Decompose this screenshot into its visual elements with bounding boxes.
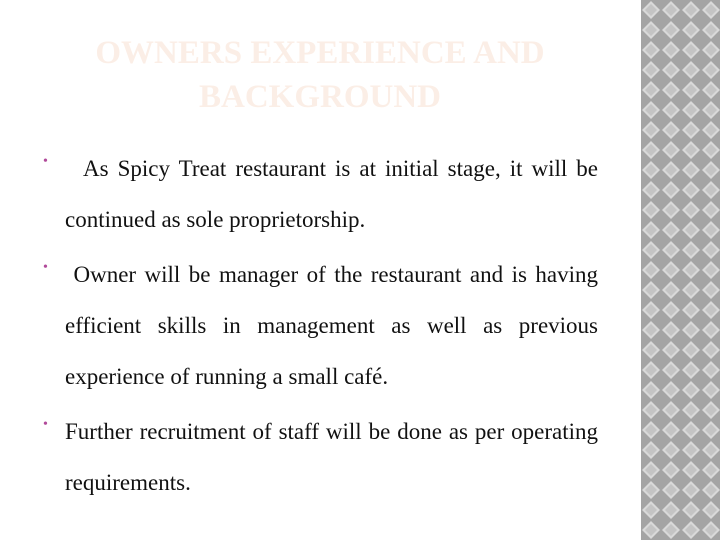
bullet-list [40,143,610,512]
decorative-side-panel [641,0,720,540]
bullet-item [40,249,610,402]
bullet-item [40,143,604,245]
diamond-pattern-graphic [641,0,720,540]
bullet-text: As Spicy Treat restaurant is at initial stage, it will be continued as sole proprietorship. [65,156,604,232]
bullet-item [40,406,604,508]
bullet-icon: • [43,417,48,432]
bullet-text: Further recruitment of staff will be done as per operating requirements. [65,419,604,495]
bullet-icon: • [43,260,48,275]
bullet-icon: • [43,154,48,169]
bullet-text: Owner will be manager of the restaurant and is having efficient skills in management as well as previous experience of running a small café. [65,262,610,389]
slide-title: OWNERS EXPERIENCE AND BACKGROUND [95,35,545,115]
